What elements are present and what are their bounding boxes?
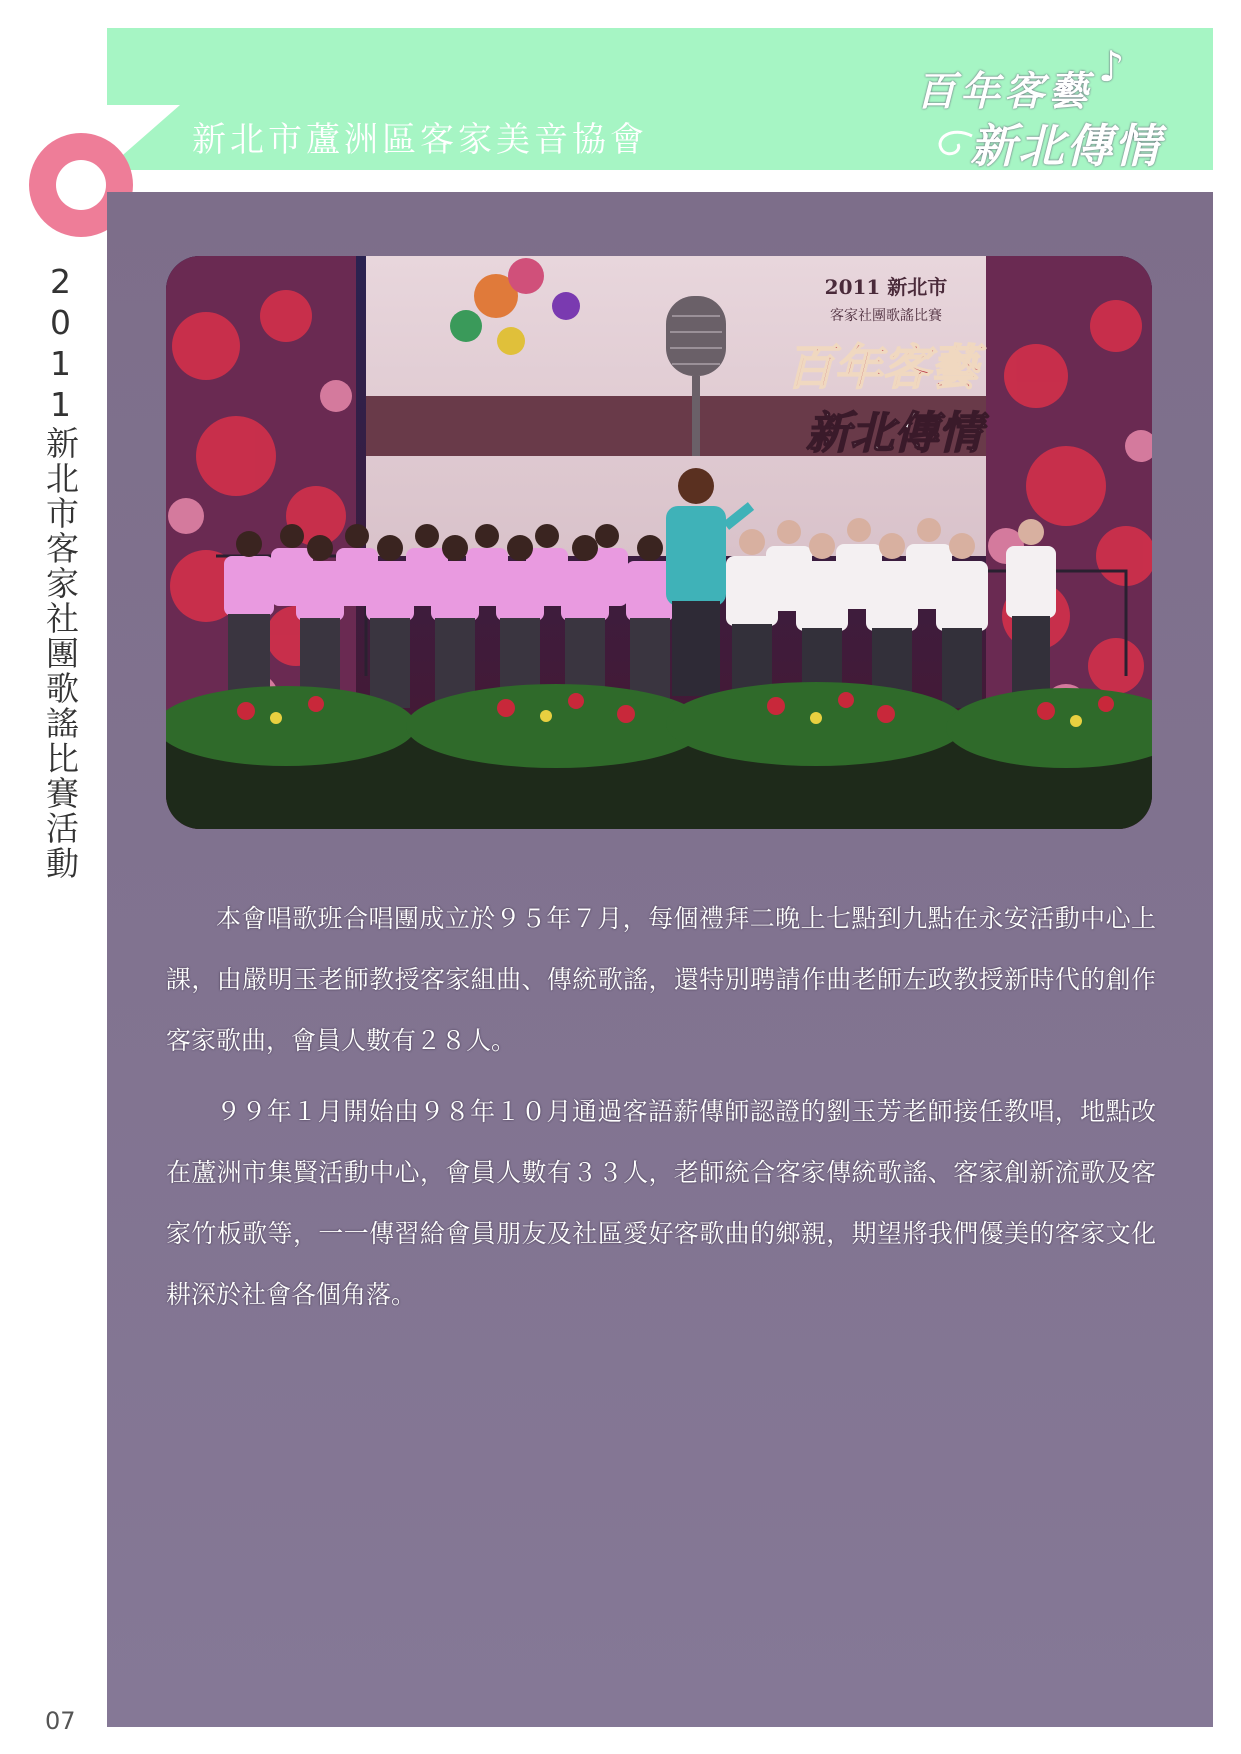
logo-line2: 新北傳情 [970,119,1162,173]
banner-year: 2011 新北市 [824,275,948,299]
choir-photo-illustration [166,256,1152,829]
side-title: 2011新北市客家社團歌謠比賽活動 [41,262,80,881]
banner-line1: 百年客藝 [786,340,979,396]
banner-line2: 新北傳情 [806,408,982,459]
logo [912,42,1182,173]
logo-line1: 百年客藝 [916,68,1092,115]
body-text [166,888,1156,1325]
paragraph-2: ９９年１月開始由９８年１０月通過客語薪傳師認證的劉玉芳老師接任教唱，地點改在蘆洲市集賢活動中心，會員人數有３３人，老師統合客家傳統歌謠、客家創新流歌及客家竹板歌等，一一傳習給會員朋友及社區愛好客歌曲的鄉親，期望將我們優美的客家文化耕深於社會各個角落。 [166,1097,1156,1309]
header-title: 新北市蘆洲區客家美音協會 [192,120,648,160]
banner-subtitle: 客家社團歌謠比賽 [830,308,942,324]
choir-photo [166,256,1152,829]
music-note-icon: ♪ [1098,42,1125,91]
paragraph-1: 本會唱歌班合唱團成立於９５年７月，每個禮拜二晚上七點到九點在永安活動中心上課，由嚴明玉老師教授客家組曲、傳統歌謠，還特別聘請作曲老師左政教授新時代的創作客家歌曲，會員人數有２８人。 [166,904,1156,1055]
page-number: 07 [45,1707,76,1735]
